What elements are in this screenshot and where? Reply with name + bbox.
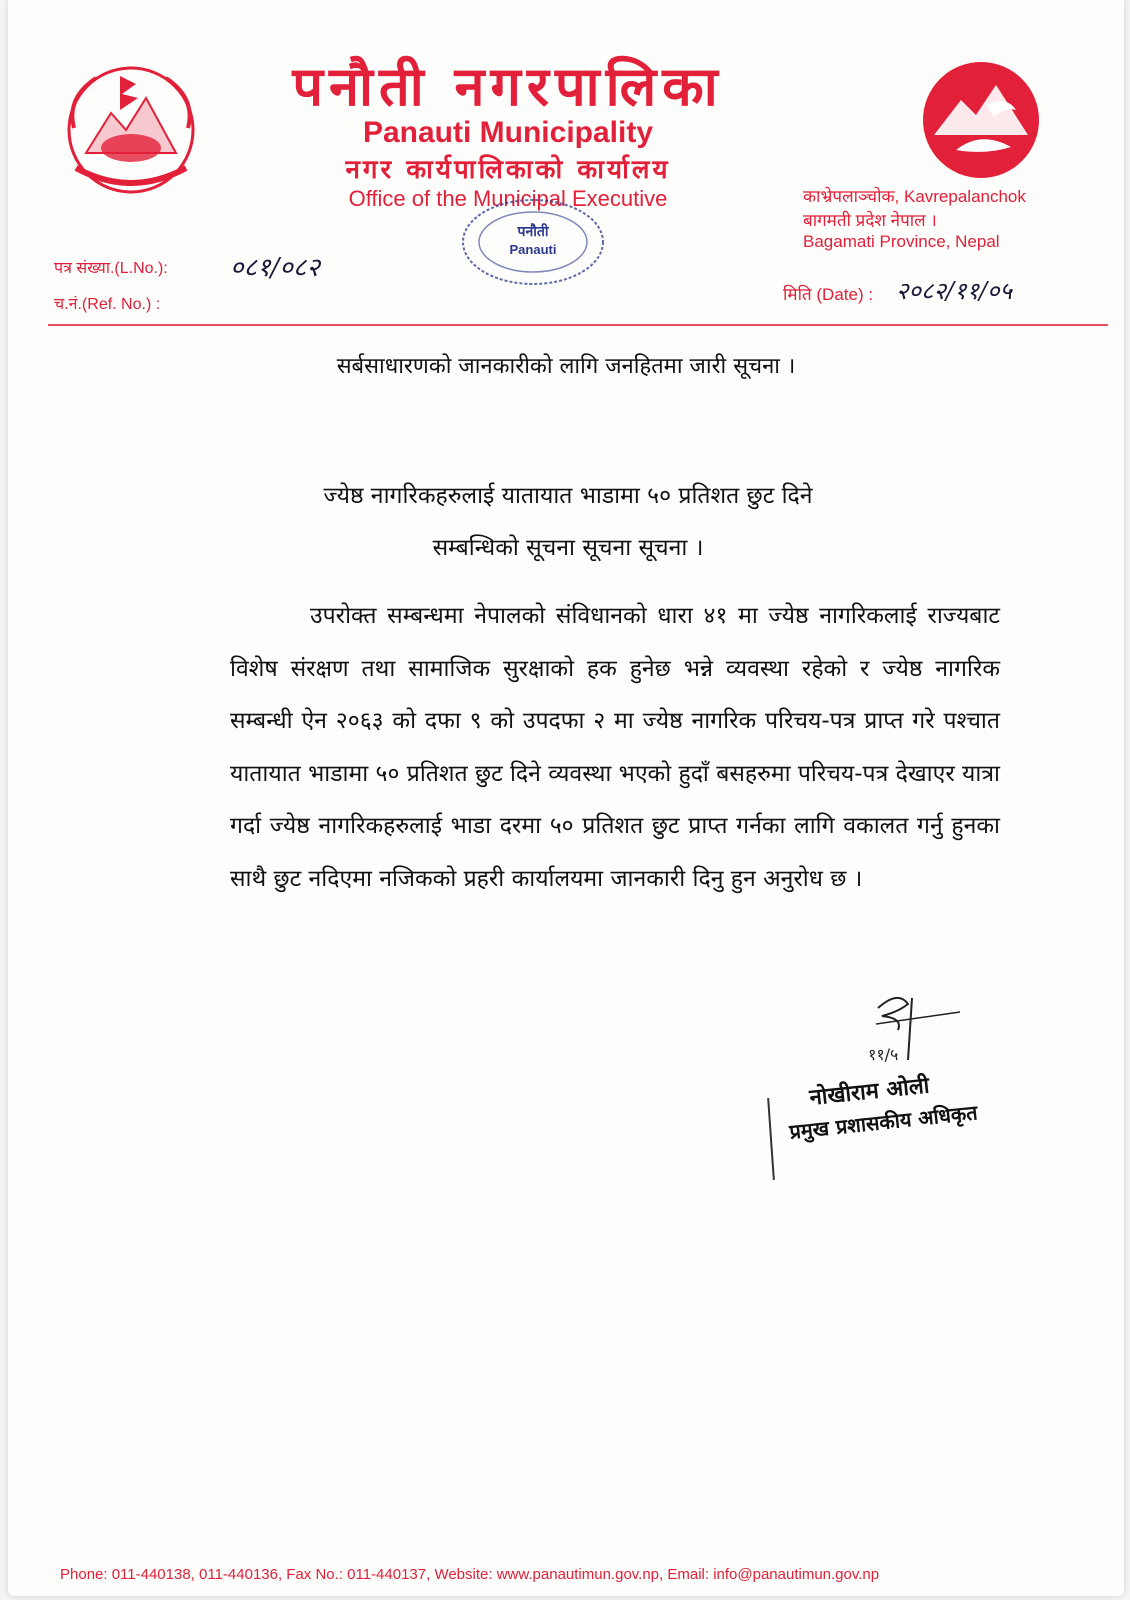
notice-title: सर्बसाधारणको जानकारीको लागि जनहितमा जारी सूचना । [336,354,796,379]
office-stamp [448,192,618,292]
municipality-name-english: Panauti Municipality [362,116,654,149]
stamp-line-1: पनौती [517,224,549,240]
notice-body: उपरोक्त सम्बन्धमा नेपालको संविधानको धारा ४१ मा ज्येष्ठ नागरिकलाई राज्यबाट विशेष संरक्षण तथा सामाजिक सुरक्षाको हक हुनेछ भन्ने व्यवस्था रहेको र ज्येष्ठ नागरिक सम्बन्धी ऐन २०६३ को दफा ९ को उपदफा २ मा ज्येष्ठ नागरिक परिचय-पत्र प्राप्त गरे पश्चात यातायात भाडामा ५० प्रतिशत छुट दिने व्यवस्था भएको हुदाँ बसहरुमा परिचय-पत्र देखाएर यात्रा गर्दा ज्येष्ठ नागरिकहरुलाई भाडा दरमा ५० प्रतिशत छुट प्राप्त गर्नका लागि वकालत गर्नु हुनका साथै छुट नदिएमा नजिकको प्रहरी कार्यालयमा जानकारी दिनु हुन अनुरोध छ । [230,603,1000,892]
letter-no-label: पत्र संख्या.(L.No.): [54,260,168,277]
letter-sheet [8,0,1124,1596]
address-line-1: काभ्रेपलाञ्चोक, Kavrepalanchok [803,187,1026,206]
nepal-emblem-logo [56,58,206,198]
signature-mark [868,990,978,1070]
footer-contact: Phone: 011-440138, 011-440136, Fax No.: 011-440137, Website: www.panautimun.gov.np, Email: info@panautimun.gov.np [60,1566,880,1583]
municipality-name-nepali: पनौती नगरपालिका [292,55,724,118]
office-name-english: Office of the Municipal Executive [348,186,668,211]
date-value: २०८२/११/०५ [896,277,1013,305]
stamp-line-2: Panauti [509,242,557,257]
signatory-name: नोखीराम ओली [808,1073,931,1111]
address-line-3: Bagamati Province, Nepal [803,232,1000,251]
address-line-2: बागमती प्रदेश नेपाल । [803,211,937,230]
header-divider [48,324,1108,326]
signature-date-note: ११/५ [868,1045,899,1064]
signature-bar [767,1098,775,1180]
panauti-municipality-logo [916,55,1046,185]
office-name-nepali: नगर कार्यपालिकाको कार्यालय [345,155,671,185]
date-label: मिति (Date) : [783,285,874,304]
notice-subject [158,470,978,574]
subject-line-2: सम्बन्धिको सूचना सूचना सूचना । [432,535,704,561]
ref-no-label: च.नं.(Ref. No.) : [54,296,161,313]
letter-no-value: ०८१/०८२ [230,253,320,283]
subject-line-1: ज्येष्ठ नागरिकहरुलाई यातायात भाडामा ५० प्रतिशत छुट दिने [323,483,813,509]
signatory-title: प्रमुख प्रशासकीय अधिकृत [788,1100,979,1144]
